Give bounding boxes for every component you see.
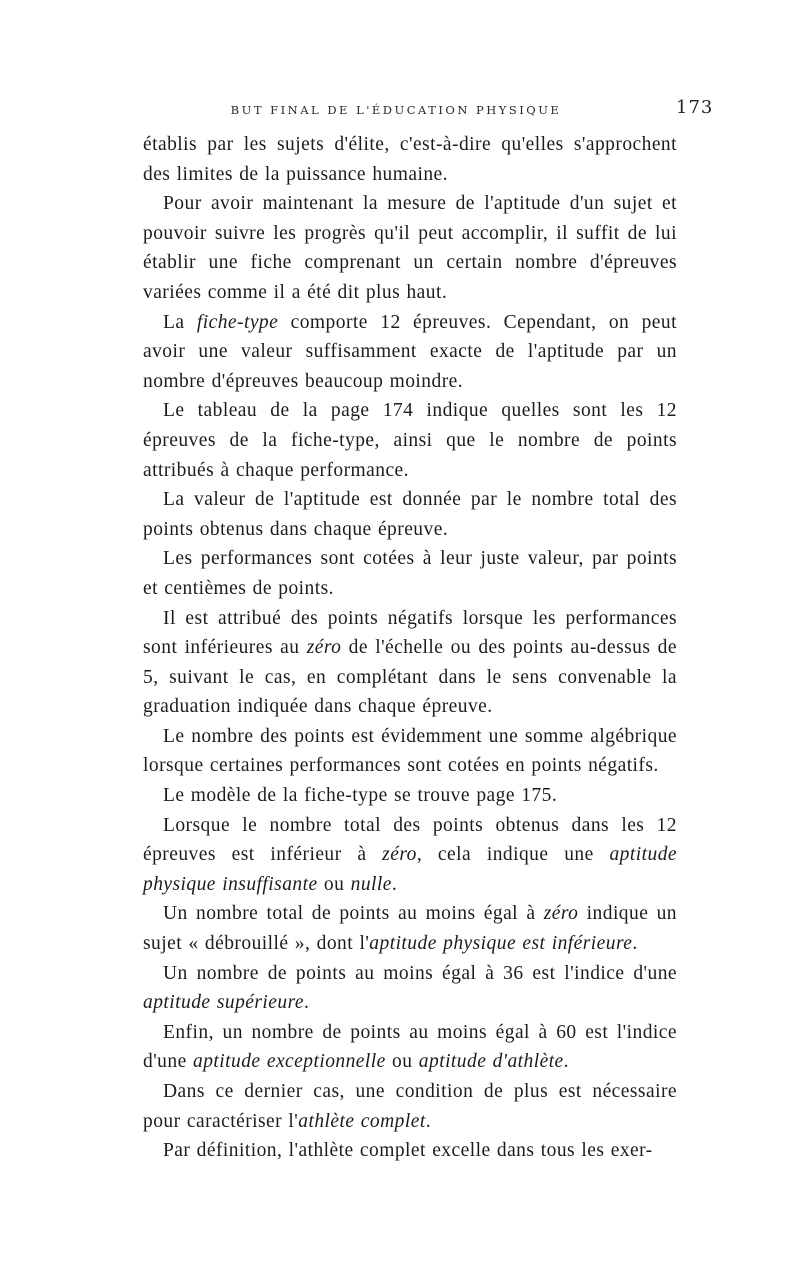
paragraph: [143, 189, 677, 307]
italic-term: aptitude supérieure: [143, 992, 305, 1014]
text-run: Le tableau de la page 174 indique quelles sont les 12 épreuves de la fiche-type, ainsi que le nombre de points attribués à chaque performance.: [143, 400, 677, 481]
paragraph: [143, 811, 677, 900]
text-run: Un nombre de points au moins égal à 36 est l'indice d'une: [163, 962, 677, 984]
paragraph: [143, 1077, 677, 1136]
text-run: comporte 12 épreuves. Cependant, on peut avoir une valeur suffisamment exacte de l'aptitude par un nombre d'épreuves beaucoup moindre.: [143, 311, 677, 392]
text-run: La: [163, 311, 197, 333]
paragraph: [143, 396, 677, 485]
paragraph: [143, 544, 677, 603]
text-run: Le modèle de la fiche-type se trouve page 175.: [163, 785, 558, 807]
paragraph: [143, 781, 677, 811]
paragraph: [143, 604, 677, 722]
text-run: Un nombre total de points au moins égal à: [163, 903, 544, 925]
text-run: Lorsque le nombre total des points obtenus dans les 12 épreuves est inférieur à: [143, 814, 677, 866]
text-run: ou: [317, 873, 351, 895]
italic-term: zéro: [543, 903, 579, 925]
running-head: BUT FINAL DE L'ÉDUCATION PHYSIQUE: [230, 103, 562, 117]
paragraph: [143, 1018, 677, 1077]
italic-term: athlète complet: [298, 1110, 426, 1132]
text-run: Il est attribué des points négatifs lorsque les performances sont inférieures au: [143, 607, 677, 659]
paragraph: [143, 1136, 677, 1166]
text-run: .: [632, 933, 638, 955]
italic-term: zéro: [306, 637, 342, 659]
text-run: La valeur de l'aptitude est donnée par le nombre total des points obtenus dans chaque épreuve.: [143, 489, 677, 540]
text-run: , cela indique une: [416, 844, 610, 866]
text-run: Pour avoir maintenant la mesure de l'aptitude d'un sujet et pouvoir suivre les progrès qu'il peut accomplir, il suffit de lui établir une fiche comprenant un certain nombre d'épreuves variées comme il a été dit plus haut.: [143, 193, 677, 303]
text-run: .: [425, 1110, 432, 1132]
italic-term: aptitude d'athlète: [418, 1051, 564, 1073]
italic-term: nulle: [350, 873, 392, 895]
paragraph: [143, 959, 677, 1018]
italic-term: fiche-type: [196, 311, 279, 333]
text-run: .: [391, 873, 398, 895]
text-run: .: [304, 992, 310, 1014]
text-run: Par définition, l'athlète complet excelle dans tous les exer-: [163, 1140, 653, 1162]
paragraph: [143, 899, 677, 958]
italic-term: zéro: [382, 844, 417, 866]
text-run: de l'échelle ou des points au-dessus de 5, suivant le cas, en complétant dans le sens convenable la graduation indiquée dans chaque épreuve.: [143, 637, 677, 718]
italic-term: aptitude physique insuffisante: [143, 844, 677, 895]
text-run: .: [563, 1051, 569, 1073]
text-run: établis par les sujets d'élite, c'est-à-dire qu'elles s'approchent des limites de la puissance humaine.: [143, 134, 677, 185]
body-text: [143, 130, 677, 1166]
text-run: Le nombre des points est évidemment une somme algébrique lorsque certaines performances sont cotées en points négatifs.: [143, 725, 677, 777]
paragraph: [143, 130, 677, 189]
paragraph: [143, 722, 677, 781]
page-number: 173: [676, 97, 714, 118]
italic-term: aptitude exceptionnelle: [193, 1051, 386, 1073]
text-run: Enfin, un nombre de points au moins égal à 60 est l'indice d'une: [143, 1021, 677, 1073]
paragraph: [143, 485, 677, 544]
text-run: indique un sujet « débrouillé », dont l': [143, 903, 677, 955]
paragraph: [143, 308, 677, 397]
text-run: ou: [385, 1051, 419, 1073]
italic-term: aptitude physique est inférieure: [369, 933, 633, 955]
text-run: Les performances sont cotées à leur juste valeur, par points et centièmes de points.: [143, 548, 677, 599]
text-run: Dans ce dernier cas, une condition de plus est nécessaire pour caractériser l': [143, 1081, 677, 1132]
